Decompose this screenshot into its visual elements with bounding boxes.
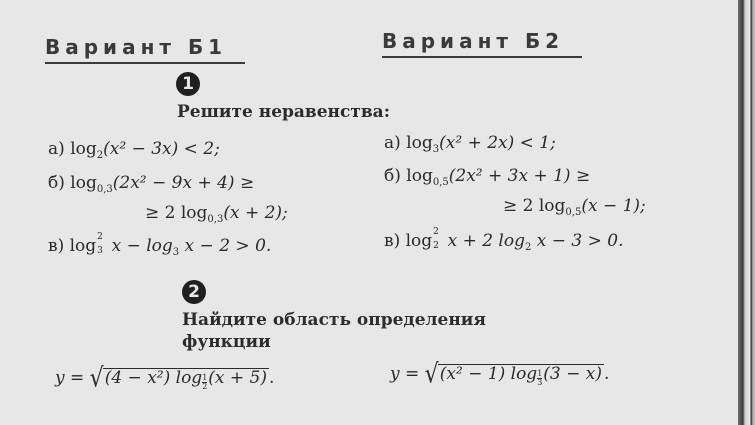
b2-function (390, 359, 610, 390)
radicand (103, 368, 269, 391)
expression: (x − 1); (581, 196, 646, 216)
log-base-fraction (202, 374, 207, 391)
item-label: б) (48, 173, 65, 193)
variant-b2-heading (382, 29, 564, 53)
punctuation: . (269, 368, 275, 388)
b2-item-b (384, 166, 590, 188)
log-base: 2 (525, 242, 532, 253)
task-2-title-line2: функции (182, 332, 271, 352)
expression: (x + 2); (223, 203, 288, 223)
fraction-denominator: 2 (202, 382, 208, 391)
fraction-numerator: 1 (202, 373, 208, 382)
log-base: 3 (97, 245, 103, 256)
expression: x − log (106, 236, 173, 256)
expression: (3 − x) (543, 364, 603, 384)
log-base: 3 (432, 144, 440, 155)
expression: (4 − x²) log (104, 368, 203, 388)
task-1-title: Решите неравенства: (177, 102, 390, 122)
variant-b1-heading-text: Вариант Б1 (45, 35, 228, 59)
log-base: 0,5 (565, 207, 582, 218)
log-text: log (406, 133, 433, 153)
expression: (x + 5) (208, 368, 268, 388)
log-text: log (406, 166, 433, 186)
item-label: в) (384, 231, 401, 251)
log-text: log (70, 139, 97, 159)
expression: (2x² + 3x + 1) ≥ (448, 166, 591, 186)
page-edge-shadow (738, 0, 755, 425)
expression: (2x² − 9x + 4) ≥ (112, 173, 255, 193)
b2-item-c (384, 226, 624, 253)
log-base: 0,3 (96, 184, 113, 195)
log-exponent: 2 (433, 226, 439, 237)
b1-item-a (48, 139, 220, 161)
log-base: 0,3 (207, 214, 224, 225)
log-base: 2 (96, 150, 104, 161)
fraction-denominator: 3 (537, 378, 543, 387)
task-1-number: 1 (182, 74, 194, 94)
task-2-title-line1: Найдите область определения (182, 310, 486, 330)
expression: x + 2 log (442, 231, 525, 251)
radicand (438, 364, 604, 387)
item-label: б) (384, 166, 401, 186)
expression: (x² − 1) log (439, 364, 538, 384)
heading-underline (45, 62, 245, 64)
punctuation: . (604, 364, 610, 384)
log-sup-sub (432, 226, 442, 251)
log-base: 2 (433, 240, 439, 251)
b2-item-b-continuation (503, 196, 646, 218)
expression: x − 2 > 0. (179, 236, 272, 256)
sqrt-icon: √ (424, 359, 439, 390)
log-base-fraction (537, 370, 542, 387)
item-label: а) (384, 133, 401, 153)
log-sup-sub (96, 231, 106, 256)
variant-b1-heading (45, 35, 227, 59)
expression: (x² + 2x) < 1; (439, 133, 556, 153)
b1-item-b (48, 173, 254, 195)
b1-function (55, 363, 275, 394)
function-lhs: y = (55, 368, 90, 388)
variant-b2-heading-text: Вариант Б2 (382, 29, 565, 53)
b2-item-a (384, 133, 556, 155)
function-lhs: y = (390, 364, 425, 384)
item-label: а) (48, 139, 65, 159)
continuation-text: ≥ 2 log (503, 196, 566, 216)
item-label: в) (48, 236, 65, 256)
fraction-numerator: 1 (537, 369, 543, 378)
log-text: log (405, 231, 433, 251)
log-text: log (70, 173, 97, 193)
log-base: 0,5 (432, 177, 449, 188)
task-2-number: 2 (188, 282, 200, 302)
expression: (x² − 3x) < 2; (103, 139, 220, 159)
task-1-number-badge (176, 72, 200, 96)
log-base: 3 (172, 247, 180, 258)
b1-item-b-continuation (145, 203, 288, 225)
task-2-number-badge (182, 280, 206, 304)
heading-underline (382, 56, 582, 58)
sqrt-icon: √ (89, 363, 104, 394)
log-text: log (69, 236, 97, 256)
continuation-text: ≥ 2 log (145, 203, 208, 223)
log-exponent: 2 (97, 231, 103, 242)
expression: x − 3 > 0. (531, 231, 624, 251)
b1-item-c (48, 231, 272, 258)
